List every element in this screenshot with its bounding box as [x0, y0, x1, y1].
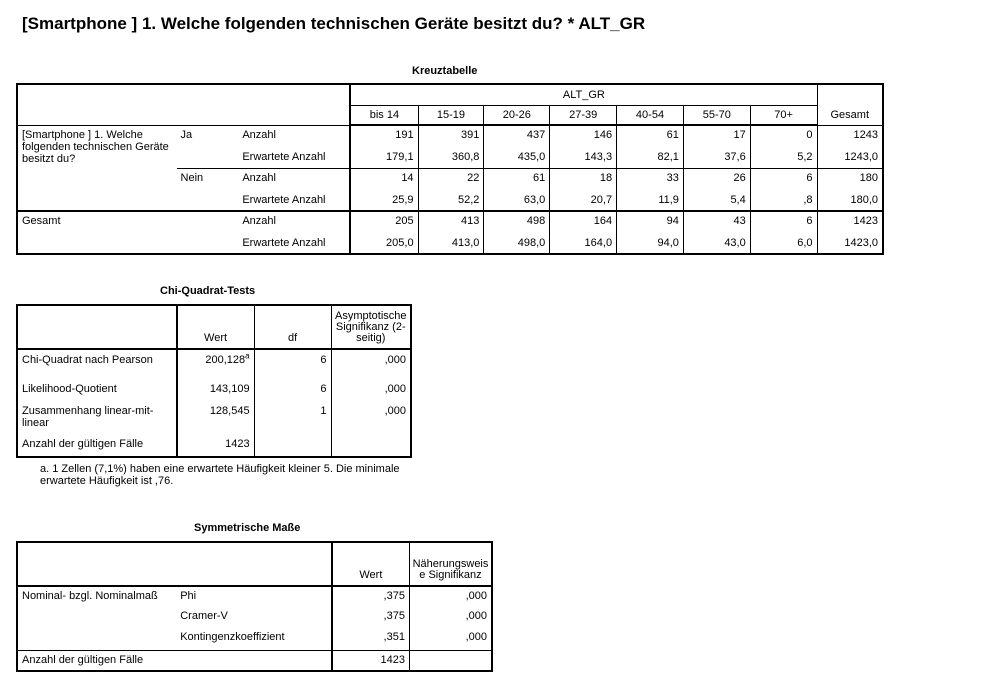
cell-total: 1243,0 — [817, 146, 883, 168]
cell: 143,109 — [177, 381, 255, 403]
cell: 43 — [683, 211, 750, 232]
cell: 164 — [550, 211, 617, 232]
row-label: Likelihood-Quotient — [17, 381, 177, 403]
cell-total: 180,0 — [817, 189, 883, 211]
cell: 6 — [750, 211, 817, 232]
row-var-label: [Smartphone ] 1. Welche folgenden technischen Geräte besitzt du? — [17, 125, 177, 211]
cell: 63,0 — [484, 189, 550, 211]
cell: 0 — [750, 125, 817, 146]
table-row — [17, 650, 492, 671]
stat-label: Erwartete Anzahl — [238, 189, 350, 211]
chisq-table — [16, 304, 412, 458]
table-row — [17, 403, 411, 435]
col-header: bis 14 — [350, 105, 418, 125]
cell: ,000 — [331, 403, 411, 435]
cell: 6 — [254, 349, 331, 381]
cell: ,000 — [409, 586, 492, 607]
crosstab-caption: Kreuztabelle — [412, 65, 478, 77]
chisq-header-wert: Wert — [177, 305, 255, 349]
cell: 25,9 — [350, 189, 418, 211]
cell: 14 — [350, 168, 418, 189]
col-header: 70+ — [750, 105, 817, 125]
col-header: 27-39 — [550, 105, 617, 125]
cell: ,351 — [332, 628, 410, 650]
row-label: Zusammenhang linear-mit-linear — [17, 403, 177, 435]
cell — [254, 435, 331, 457]
row-group-label-ja: Ja — [177, 125, 239, 168]
cell: ,000 — [331, 349, 411, 381]
cell: 11,9 — [617, 189, 684, 211]
cell: ,000 — [331, 381, 411, 403]
cell: 52,2 — [418, 189, 484, 211]
crosstab-corner — [17, 84, 350, 125]
cell — [409, 650, 492, 671]
cell: 94,0 — [617, 232, 684, 254]
symm-table — [16, 541, 493, 672]
cell: ,375 — [332, 586, 410, 607]
cell: 17 — [683, 125, 750, 146]
cell: 360,8 — [418, 146, 484, 168]
stat-label: Erwartete Anzahl — [238, 232, 350, 254]
cell: 6 — [254, 381, 331, 403]
col-var-header: ALT_GR — [350, 84, 817, 105]
cell: 179,1 — [350, 146, 418, 168]
row-label: Anzahl der gültigen Fälle — [17, 435, 177, 457]
chisq-footnote: a. 1 Zellen (7,1%) haben eine erwartete Häufigkeit kleiner 5. Die minimale erwartete Häufigkeit ist ,76. — [40, 463, 400, 487]
cell: ,375 — [332, 607, 410, 628]
cell: 128,545 — [177, 403, 255, 435]
chisq-header-df: df — [254, 305, 331, 349]
stat-label: Anzahl — [238, 168, 350, 189]
cell-total: 1243 — [817, 125, 883, 146]
total-group-label: Gesamt — [17, 211, 238, 254]
cell: 435,0 — [484, 146, 550, 168]
cell: 413 — [418, 211, 484, 232]
crosstab-table — [16, 83, 884, 255]
cell: 94 — [617, 211, 684, 232]
cell: 1423 — [177, 435, 255, 457]
row-label: Chi-Quadrat nach Pearson — [17, 349, 177, 381]
table-row — [17, 435, 411, 457]
row-label: Cramer-V — [176, 607, 332, 628]
table-row — [17, 349, 411, 381]
cell: 43,0 — [683, 232, 750, 254]
table-row — [17, 586, 492, 607]
symm-corner — [17, 542, 332, 586]
stat-label: Erwartete Anzahl — [238, 146, 350, 168]
symm-header-sig: Näherungsweise Signifikanz — [409, 542, 492, 586]
cell: 164,0 — [550, 232, 617, 254]
col-total-header: Gesamt — [817, 84, 883, 125]
cell: 37,6 — [683, 146, 750, 168]
cell: 146 — [550, 125, 617, 146]
footnote-marker: a — [245, 351, 250, 361]
symm-group-label: Nominal- bzgl. Nominalmaß — [17, 586, 176, 650]
cell: 20,7 — [550, 189, 617, 211]
col-header: 40-54 — [617, 105, 684, 125]
table-row — [17, 381, 411, 403]
cell: 18 — [550, 168, 617, 189]
stat-label: Anzahl — [238, 125, 350, 146]
page-title: [Smartphone ] 1. Welche folgenden technischen Geräte besitzt du? * ALT_GR — [22, 14, 646, 33]
cell: 391 — [418, 125, 484, 146]
chisq-caption: Chi-Quadrat-Tests — [160, 285, 256, 297]
row-label: Kontingenzkoeffizient — [176, 628, 332, 650]
cell: 191 — [350, 125, 418, 146]
cell: 205 — [350, 211, 418, 232]
table-row — [17, 125, 883, 146]
cell: ,000 — [409, 628, 492, 650]
cell: 82,1 — [617, 146, 684, 168]
cell: 205,0 — [350, 232, 418, 254]
col-header: 55-70 — [683, 105, 750, 125]
cell: ,000 — [409, 607, 492, 628]
cell-total: 1423 — [817, 211, 883, 232]
cell: 6 — [750, 168, 817, 189]
cell: 5,2 — [750, 146, 817, 168]
cell — [331, 435, 411, 457]
cell: 22 — [418, 168, 484, 189]
cell: 33 — [617, 168, 684, 189]
chisq-corner — [17, 305, 177, 349]
cell: ,8 — [750, 189, 817, 211]
cell: 61 — [484, 168, 550, 189]
cell: 1423 — [332, 650, 410, 671]
symm-caption: Symmetrische Maße — [194, 522, 301, 534]
cell: 413,0 — [418, 232, 484, 254]
chisq-header-sig: Asymptotische Signifikanz (2-seitig) — [331, 305, 411, 349]
cell: 143,3 — [550, 146, 617, 168]
table-row — [17, 211, 883, 232]
cell-total: 1423,0 — [817, 232, 883, 254]
symm-header-wert: Wert — [332, 542, 410, 586]
cell: 5,4 — [683, 189, 750, 211]
cell: 437 — [484, 125, 550, 146]
col-header: 20-26 — [484, 105, 550, 125]
row-label: Phi — [176, 586, 332, 607]
cell: 498,0 — [484, 232, 550, 254]
row-label: Anzahl der gültigen Fälle — [17, 650, 332, 671]
cell: 61 — [617, 125, 684, 146]
cell: 498 — [484, 211, 550, 232]
cell-total: 180 — [817, 168, 883, 189]
cell: 1 — [254, 403, 331, 435]
cell: 200,128$^a$ — [177, 349, 255, 381]
col-header: 15-19 — [418, 105, 484, 125]
row-group-label-nein: Nein — [177, 168, 239, 211]
cell: 6,0 — [750, 232, 817, 254]
cell: 26 — [683, 168, 750, 189]
stat-label: Anzahl — [238, 211, 350, 232]
